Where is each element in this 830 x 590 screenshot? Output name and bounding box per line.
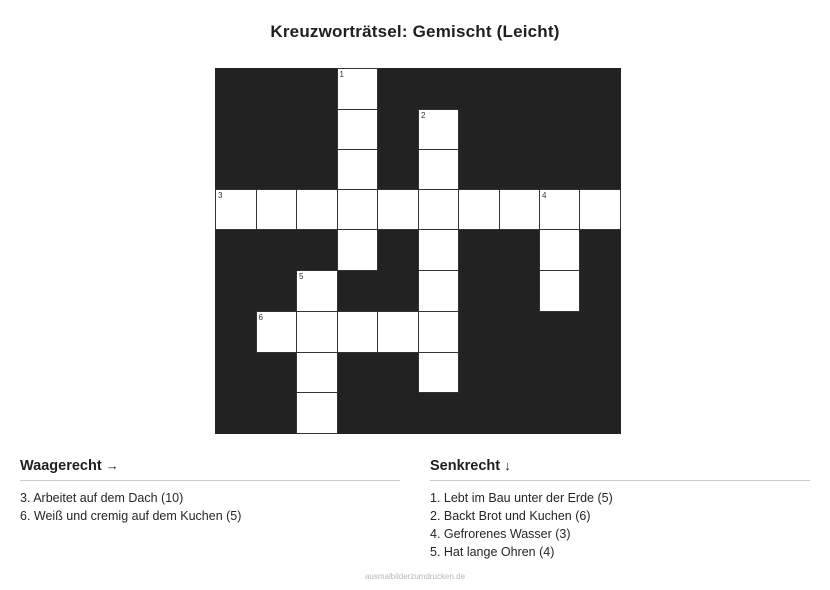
- crossword-cell-open[interactable]: [337, 230, 378, 271]
- crossword-cell-block: [459, 312, 500, 353]
- crossword-cell-block: [378, 109, 419, 149]
- crossword-cell-open[interactable]: [297, 271, 338, 312]
- crossword-cell-block: [378, 149, 419, 190]
- crossword-cell-block: [256, 109, 297, 149]
- cell-number: 1: [339, 70, 344, 79]
- crossword-cell-block: [459, 352, 500, 393]
- down-clues-column: [430, 458, 810, 561]
- crossword-cell-block: [297, 109, 338, 149]
- crossword-row: [216, 352, 621, 393]
- across-clues-column: [20, 458, 400, 561]
- crossword-cell-open[interactable]: [216, 190, 257, 230]
- crossword-row: [216, 230, 621, 271]
- crossword-cell-open[interactable]: [580, 190, 621, 230]
- crossword-table: [215, 68, 621, 434]
- crossword-cell-block: [580, 271, 621, 312]
- clues-section: [0, 458, 830, 561]
- crossword-cell-block: [499, 352, 540, 393]
- crossword-cell-open[interactable]: [337, 190, 378, 230]
- crossword-cell-block: [499, 271, 540, 312]
- crossword-cell-block: [419, 393, 459, 434]
- crossword-cell-open[interactable]: [540, 230, 580, 271]
- across-clue-list: [20, 489, 400, 525]
- crossword-cell-block: [499, 69, 540, 110]
- crossword-cell-block: [256, 230, 297, 271]
- down-clue-item: 5. Hat lange Ohren (4): [430, 545, 555, 559]
- crossword-cell-block: [378, 230, 419, 271]
- crossword-cell-block: [297, 69, 338, 110]
- crossword-cell-block: [459, 230, 500, 271]
- crossword-cell-block: [580, 69, 621, 110]
- crossword-cell-block: [378, 271, 419, 312]
- crossword-row: [216, 190, 621, 230]
- across-clue-item: 3. Arbeitet auf dem Dach (10): [20, 491, 184, 505]
- crossword-cell-open[interactable]: [337, 69, 378, 110]
- crossword-grid: [215, 68, 621, 434]
- crossword-cell-block: [459, 149, 500, 190]
- crossword-cell-open[interactable]: [499, 190, 540, 230]
- crossword-cell-open[interactable]: [419, 230, 459, 271]
- crossword-cell-block: [459, 393, 500, 434]
- down-clue-item: 1. Lebt im Bau unter der Erde (5): [430, 491, 613, 505]
- footer-watermark: ausmalbilderzumdrucken.de: [364, 572, 466, 581]
- crossword-cell-block: [540, 109, 580, 149]
- crossword-cell-open[interactable]: [337, 149, 378, 190]
- crossword-cell-block: [580, 149, 621, 190]
- crossword-cell-block: [540, 393, 580, 434]
- crossword-cell-block: [337, 352, 378, 393]
- crossword-row: [216, 312, 621, 353]
- crossword-cell-block: [540, 149, 580, 190]
- crossword-cell-block: [297, 149, 338, 190]
- cell-number: 5: [299, 272, 304, 281]
- crossword-cell-block: [216, 352, 257, 393]
- crossword-cell-block: [297, 230, 338, 271]
- page-title: Kreuzworträtsel: Gemischt (Leicht): [270, 22, 560, 41]
- crossword-cell-block: [378, 352, 419, 393]
- crossword-cell-open[interactable]: [297, 312, 338, 353]
- crossword-cell-open[interactable]: [256, 190, 297, 230]
- crossword-cell-block: [499, 312, 540, 353]
- across-arrow-icon: →: [105, 458, 119, 473]
- crossword-cell-block: [216, 271, 257, 312]
- crossword-cell-block: [580, 393, 621, 434]
- cell-number: 6: [258, 313, 263, 322]
- crossword-cell-open[interactable]: [297, 190, 338, 230]
- crossword-cell-block: [580, 352, 621, 393]
- crossword-cell-open[interactable]: [419, 190, 459, 230]
- down-clue-item: 4. Gefrorenes Wasser (3): [430, 527, 571, 541]
- crossword-cell-block: [216, 393, 257, 434]
- cell-number: 4: [542, 191, 547, 200]
- crossword-cell-open[interactable]: [297, 352, 338, 393]
- crossword-cell-block: [216, 149, 257, 190]
- crossword-row: [216, 69, 621, 110]
- crossword-cell-block: [459, 69, 500, 110]
- crossword-cell-open[interactable]: [419, 109, 459, 149]
- down-heading: [430, 458, 810, 481]
- crossword-row: [216, 149, 621, 190]
- cell-number: 3: [218, 191, 223, 200]
- crossword-cell-open[interactable]: [540, 271, 580, 312]
- crossword-cell-open[interactable]: [378, 190, 419, 230]
- crossword-cell-block: [459, 271, 500, 312]
- crossword-cell-block: [337, 271, 378, 312]
- crossword-row: [216, 393, 621, 434]
- crossword-cell-block: [378, 393, 419, 434]
- crossword-cell-block: [540, 352, 580, 393]
- crossword-cell-block: [256, 393, 297, 434]
- crossword-cell-block: [216, 230, 257, 271]
- crossword-cell-block: [540, 312, 580, 353]
- across-heading-label: Waagerecht: [20, 458, 102, 474]
- crossword-cell-open[interactable]: [337, 312, 378, 353]
- crossword-cell-open[interactable]: [459, 190, 500, 230]
- crossword-cell-block: [337, 393, 378, 434]
- crossword-cell-open[interactable]: [419, 352, 459, 393]
- down-clue-item: 2. Backt Brot und Kuchen (6): [430, 509, 591, 523]
- crossword-cell-block: [216, 69, 257, 110]
- crossword-cell-open[interactable]: [419, 312, 459, 353]
- crossword-cell-block: [540, 69, 580, 110]
- crossword-cell-open[interactable]: [256, 312, 297, 353]
- crossword-cell-open[interactable]: [419, 271, 459, 312]
- crossword-cell-open[interactable]: [337, 109, 378, 149]
- down-arrow-icon: ↓: [504, 458, 511, 473]
- crossword-cell-block: [216, 109, 257, 149]
- crossword-cell-block: [256, 69, 297, 110]
- across-clue-item: 6. Weiß und cremig auf dem Kuchen (5): [20, 509, 242, 523]
- down-clue-list: [430, 489, 810, 561]
- across-heading: [20, 458, 400, 481]
- crossword-cell-block: [580, 230, 621, 271]
- crossword-cell-block: [580, 109, 621, 149]
- crossword-cell-block: [499, 230, 540, 271]
- crossword-cell-block: [378, 69, 419, 110]
- crossword-cell-open[interactable]: [540, 190, 580, 230]
- crossword-cell-open[interactable]: [419, 149, 459, 190]
- crossword-cell-block: [419, 69, 459, 110]
- crossword-cell-open[interactable]: [297, 393, 338, 434]
- crossword-cell-block: [459, 109, 500, 149]
- crossword-cell-block: [499, 109, 540, 149]
- crossword-row: [216, 271, 621, 312]
- crossword-row: [216, 109, 621, 149]
- crossword-cell-block: [499, 149, 540, 190]
- cell-number: 2: [421, 110, 426, 120]
- crossword-cell-block: [580, 312, 621, 353]
- crossword-cell-block: [256, 352, 297, 393]
- crossword-cell-open[interactable]: [378, 312, 419, 353]
- crossword-cell-block: [216, 312, 257, 353]
- crossword-cell-block: [256, 271, 297, 312]
- crossword-cell-block: [499, 393, 540, 434]
- crossword-cell-block: [256, 149, 297, 190]
- down-heading-label: Senkrecht: [430, 458, 501, 474]
